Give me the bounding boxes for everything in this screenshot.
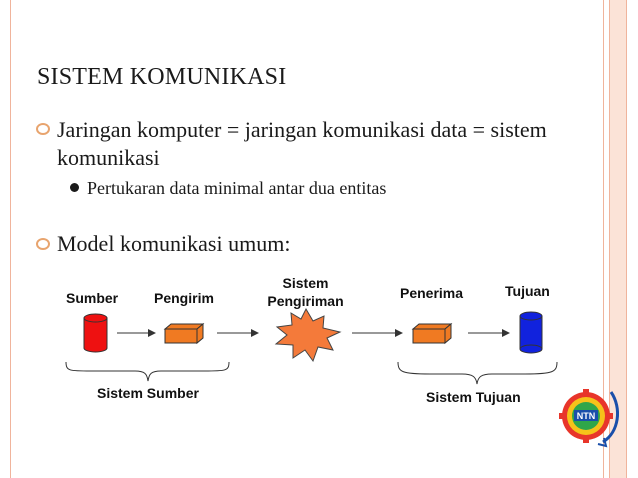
bullet-text: Model komunikasi umum: [57,231,291,256]
label-sistem-tujuan: Sistem Tujuan [426,389,521,405]
bullet-text: Jaringan komputer = jaringan komunikasi data = sistem komunikasi [57,117,547,170]
transmission-system-star-icon [276,309,340,361]
label-line: Pengiriman [267,293,344,309]
receiver-box-icon [413,324,451,343]
destination-cylinder-icon [520,312,542,353]
label-line: Sistem [282,275,329,291]
brace-sistem-sumber [66,362,229,381]
sub-bullet-text: Pertukaran data minimal antar dua entitas [87,178,387,198]
ntn-logo [559,389,618,446]
label-sistem-sumber: Sistem Sumber [97,385,199,401]
transmitter-box-icon [165,324,203,343]
label-penerima: Penerima [400,285,464,301]
logo-text: NTN [576,411,596,421]
label-sumber: Sumber [66,290,119,306]
slide-title: SISTEM KOMUNIKASI [37,64,287,90]
source-cylinder-icon [84,314,107,352]
label-tujuan: Tujuan [505,283,550,299]
brace-sistem-tujuan [398,362,557,384]
label-pengirim: Pengirim [154,290,214,306]
